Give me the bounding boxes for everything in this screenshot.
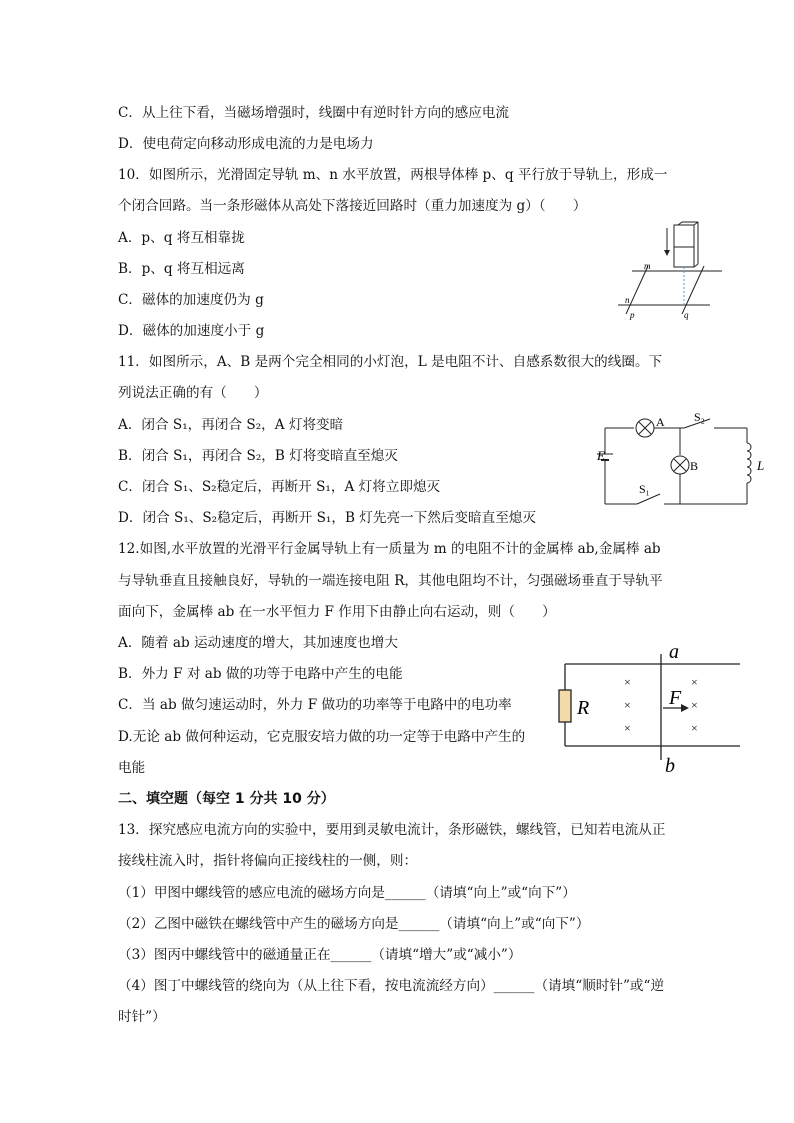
label-a: a — [669, 641, 679, 663]
figure-q12 — [553, 640, 748, 778]
magnet-lower — [674, 247, 694, 267]
q12-option-d-cont: 电能 — [118, 760, 146, 776]
q13-blank-2: （2）乙图中磁铁在螺线管中产生的磁场方向是______（请填“向上”或“向下”） — [118, 916, 590, 932]
q13-blank-3: （3）图丙中螺线管中的磁通量正在______（请填“增大”或“减小”） — [118, 947, 522, 963]
q9-option-c: C．从上往下看，当磁场增强时，线圈中有逆时针方向的感应电流 — [118, 105, 510, 121]
bar-p — [626, 266, 648, 314]
resistor-r — [559, 690, 571, 722]
label-n: n — [625, 295, 630, 305]
bar-q — [682, 266, 704, 314]
q12-option-c: C．当 ab 做匀速运动时，外力 F 做功的功率等于电路中的电功率 — [118, 697, 512, 713]
q11-option-d: D．闭合 S₁、S₂稳定后，再断开 S₁，B 灯先亮一下然后变暗直至熄灭 — [118, 510, 536, 526]
label-f: F — [669, 687, 682, 709]
q13-stem-2: 接线柱流入时，指针将偏向正接线柱的一侧，则： — [118, 853, 418, 869]
label-q: q — [684, 310, 689, 320]
field-mark: × — [624, 698, 631, 712]
q12-option-d: D.无论 ab 做何种运动，它克服安培力做的功一定等于电路中产生的 — [118, 729, 526, 745]
label-s2: S₂ — [694, 410, 705, 424]
q10-option-c: C．磁体的加速度仍为 g — [118, 292, 264, 308]
label-m: m — [644, 261, 651, 271]
q10-option-a: A．p、q 将互相靠拢 — [118, 230, 245, 246]
magnet-upper — [674, 225, 694, 247]
label-l: L — [757, 458, 765, 473]
field-mark: × — [691, 698, 698, 712]
q9-option-d: D．使电荷定向移动形成电流的力是电场力 — [118, 136, 374, 152]
q11-option-a: A．闭合 S₁，再闭合 S₂，A 灯将变暗 — [118, 417, 344, 433]
label-e: E — [597, 448, 605, 463]
q11-stem-2: 列说法正确的有（ ） — [118, 385, 268, 401]
q10-option-d: D．磁体的加速度小于 g — [118, 323, 265, 339]
q13-blank-1: （1）甲图中螺线管的感应电流的磁场方向是______（请填“向上”或“向下”） — [118, 885, 576, 901]
section-heading: 二、填空题（每空 1 分共 10 分） — [118, 791, 335, 807]
q13-blank-4-cont: 时针”） — [118, 1009, 166, 1025]
field-mark: × — [691, 721, 698, 735]
q11-option-c: C．闭合 S₁、S₂稳定后，再断开 S₁，A 灯将立即熄灭 — [118, 479, 441, 495]
label-a: A — [656, 415, 665, 429]
label-b: b — [665, 755, 675, 777]
label-p: p — [630, 310, 635, 320]
q11-option-b: B．闭合 S₁，再闭合 S₂，B 灯将变暗直至熄灭 — [118, 448, 398, 464]
q12-option-a: A．随着 ab 运动速度的增大，其加速度也增大 — [118, 635, 398, 651]
q13-blank-4: （4）图丁中螺线管的绕向为（从上往下看，按电流流经方向）______（请填“顺时针”或“逆 — [118, 978, 665, 994]
figure-q11 — [592, 408, 772, 508]
q12-stem-1: 12.如图,水平放置的光滑平行金属导轨上有一质量为 m 的电阻不计的金属棒 ab,金属棒 ab — [118, 541, 661, 557]
q13-stem-1: 13．探究感应电流方向的实验中，要用到灵敏电流计，条形磁铁，螺线管，已知若电流从正 — [118, 822, 666, 838]
label-r: R — [577, 697, 590, 719]
field-mark: × — [624, 721, 631, 735]
q11-stem-1: 11．如图所示，A、B 是两个完全相同的小灯泡，L 是电阻不计、自感系数很大的线圈。下 — [118, 354, 663, 370]
field-mark: × — [691, 675, 698, 689]
figure-q10 — [610, 220, 730, 322]
inductor-l — [747, 443, 751, 483]
q12-option-b: B．外力 F 对 ab 做的功等于电路中产生的电能 — [118, 666, 403, 682]
q10-option-b: B．p、q 将互相远离 — [118, 261, 245, 277]
field-mark: × — [624, 675, 631, 689]
q12-stem-2: 与导轨垂直且接触良好，导轨的一端连接电阻 R，其他电阻均不计，匀强磁场垂直于导轨平 — [118, 573, 663, 589]
q12-stem-3: 面向下，金属棒 ab 在一水平恒力 F 作用下由静止向右运动，则（ ） — [118, 604, 556, 620]
q10-stem-1: 10．如图所示，光滑固定导轨 m、n 水平放置，两根导体棒 p、q 平行放于导轨上，形成一 — [118, 167, 668, 183]
label-s1: S₁ — [639, 482, 650, 496]
q10-stem-2: 个闭合回路。当一条形磁体从高处下落接近回路时（重力加速度为 g）（ ） — [118, 198, 587, 214]
label-b: B — [690, 459, 699, 473]
